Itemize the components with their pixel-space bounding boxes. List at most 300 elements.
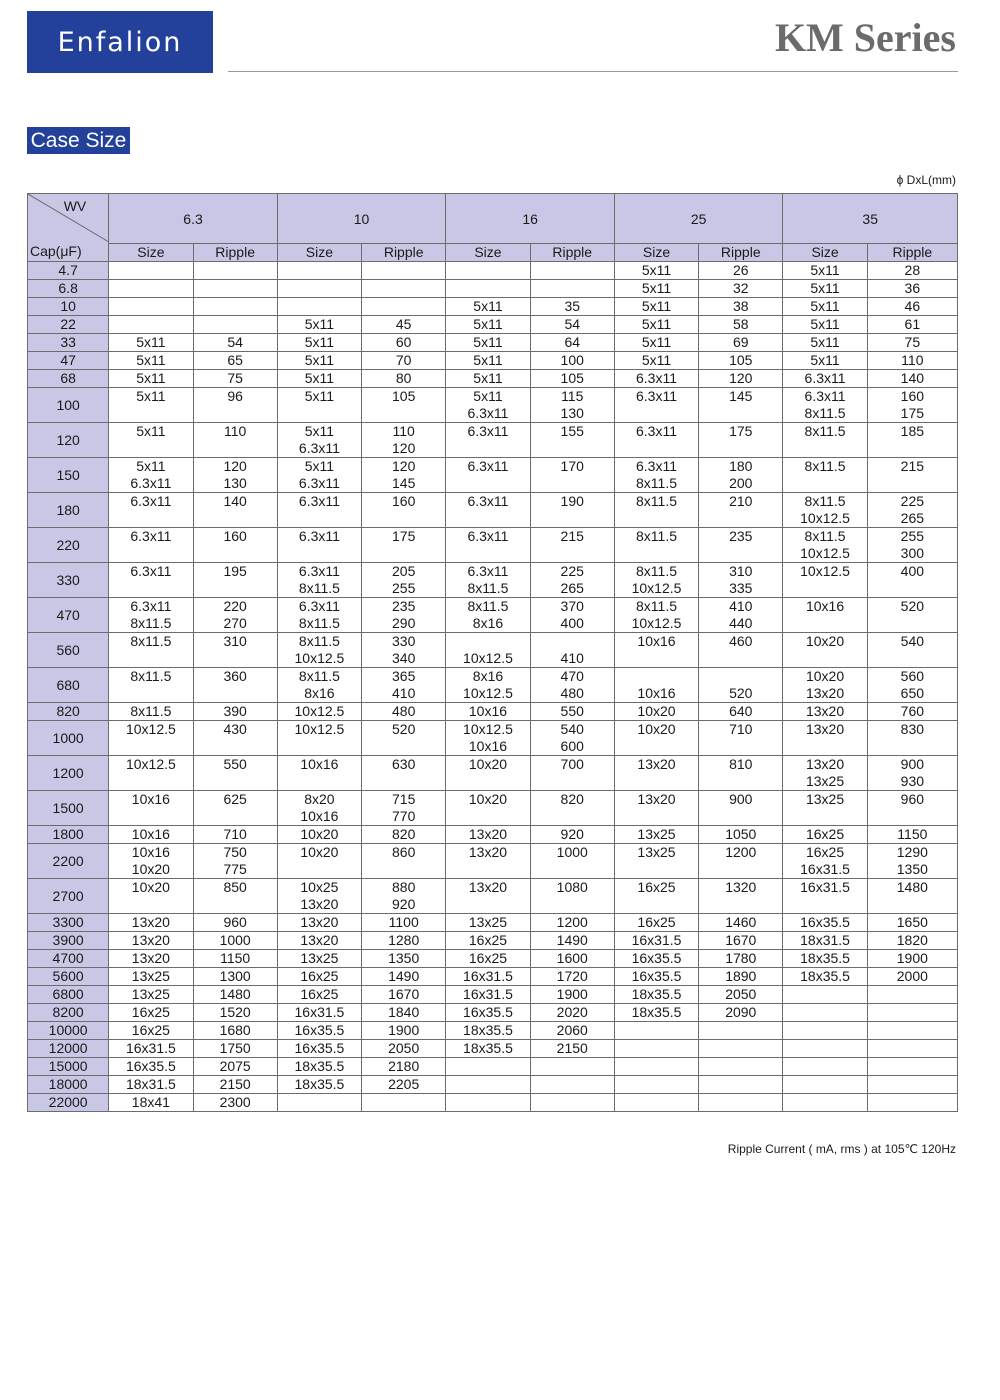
size-cell: 16x35.5	[783, 914, 867, 932]
ripple-cell	[867, 738, 957, 756]
size-cell: 5x11	[783, 334, 867, 352]
size-cell: 8x11.5	[277, 633, 361, 651]
size-cell	[614, 1058, 698, 1076]
size-cell: 16x35.5	[277, 1040, 361, 1058]
size-cell	[614, 650, 698, 668]
capacitance-cell: 1200	[28, 756, 109, 791]
ripple-cell: 1320	[699, 879, 783, 897]
size-cell	[614, 1022, 698, 1040]
size-cell: 8x11.5	[446, 598, 530, 616]
ripple-cell: 170	[530, 458, 614, 476]
ripple-cell: 360	[193, 668, 277, 686]
ripple-cell: 1280	[362, 932, 446, 950]
ripple-cell: 270	[193, 615, 277, 633]
ripple-cell: 110	[867, 352, 957, 370]
ripple-cell	[193, 316, 277, 334]
voltage-header: 25	[614, 194, 783, 244]
ripple-cell: 830	[867, 721, 957, 739]
ripple-cell: 140	[867, 370, 957, 388]
size-cell	[277, 861, 361, 879]
ripple-cell	[362, 510, 446, 528]
capacitance-cell: 4.7	[28, 262, 109, 280]
size-cell: 10x20	[109, 879, 193, 897]
ripple-cell: 900	[867, 756, 957, 774]
ripple-cell: 115	[530, 388, 614, 406]
ripple-cell: 960	[867, 791, 957, 809]
ripple-cell: 410	[362, 685, 446, 703]
ripple-cell: 2020	[530, 1004, 614, 1022]
size-cell	[446, 545, 530, 563]
table-row	[28, 510, 958, 528]
size-cell: 5x11	[277, 388, 361, 406]
ripple-cell: 1050	[699, 826, 783, 844]
size-cell: 10x12.5	[614, 580, 698, 598]
size-cell: 10x12.5	[277, 650, 361, 668]
ripple-cell	[362, 1094, 446, 1112]
size-cell: 10x20	[277, 826, 361, 844]
size-cell: 10x16	[109, 791, 193, 809]
size-cell: 13x25	[277, 950, 361, 968]
ripple-cell: 700	[530, 756, 614, 774]
table-row	[28, 458, 958, 476]
capacitance-cell: 6800	[28, 986, 109, 1004]
ripple-cell: 540	[867, 633, 957, 651]
size-cell: 10x12.5	[109, 721, 193, 739]
ripple-cell: 480	[362, 703, 446, 721]
ripple-cell	[699, 773, 783, 791]
size-cell: 6.3x11	[614, 388, 698, 406]
size-cell: 8x11.5	[614, 528, 698, 546]
size-cell	[277, 280, 361, 298]
size-cell: 10x25	[277, 879, 361, 897]
size-cell: 13x20	[783, 721, 867, 739]
ripple-cell: 190	[530, 493, 614, 511]
table-row	[28, 791, 958, 809]
size-cell: 10x16	[277, 756, 361, 774]
ripple-cell: 46	[867, 298, 957, 316]
size-cell: 5x11	[109, 423, 193, 441]
ripple-cell: 930	[867, 773, 957, 791]
ripple-cell: 340	[362, 650, 446, 668]
ripple-cell: 120	[699, 370, 783, 388]
ripple-cell: 715	[362, 791, 446, 809]
size-cell: 10x20	[277, 844, 361, 862]
ripple-cell	[699, 510, 783, 528]
ripple-cell: 775	[193, 861, 277, 879]
size-cell	[446, 861, 530, 879]
ripple-cell: 1000	[193, 932, 277, 950]
ripple-cell: 130	[193, 475, 277, 493]
capacitance-cell: 3900	[28, 932, 109, 950]
table-row	[28, 721, 958, 739]
ripple-cell: 410	[699, 598, 783, 616]
size-cell: 18x35.5	[446, 1040, 530, 1058]
capacitance-cell: 2700	[28, 879, 109, 914]
size-cell: 18x41	[109, 1094, 193, 1112]
size-cell	[109, 685, 193, 703]
size-cell: 10x12.5	[277, 721, 361, 739]
ripple-cell: 480	[530, 685, 614, 703]
ripple-cell	[362, 861, 446, 879]
ripple-cell: 36	[867, 280, 957, 298]
ripple-cell	[362, 298, 446, 316]
ripple-cell	[530, 440, 614, 458]
size-cell: 10x16	[614, 633, 698, 651]
size-cell: 18x31.5	[783, 932, 867, 950]
ripple-cell: 28	[867, 262, 957, 280]
table-row	[28, 668, 958, 686]
ripple-cell	[193, 545, 277, 563]
size-cell	[109, 316, 193, 334]
table-row	[28, 262, 958, 280]
size-cell: 13x25	[109, 986, 193, 1004]
size-cell: 13x20	[109, 932, 193, 950]
ripple-cell	[362, 545, 446, 563]
ripple-cell: 120	[362, 440, 446, 458]
table-row	[28, 861, 958, 879]
size-cell: 5x11	[109, 388, 193, 406]
ripple-header: Ripple	[699, 244, 783, 262]
ripple-cell: 265	[867, 510, 957, 528]
size-cell: 10x12.5	[109, 756, 193, 774]
table-row	[28, 1040, 958, 1058]
ripple-cell: 145	[699, 388, 783, 406]
size-cell: 16x35.5	[446, 1004, 530, 1022]
size-cell: 13x20	[783, 703, 867, 721]
table-corner-header	[28, 194, 109, 262]
table-row	[28, 773, 958, 791]
ripple-cell	[530, 773, 614, 791]
ripple-cell: 2180	[362, 1058, 446, 1076]
ripple-cell: 255	[362, 580, 446, 598]
size-cell: 13x20	[446, 879, 530, 897]
ripple-cell: 1720	[530, 968, 614, 986]
size-cell: 16x31.5	[783, 879, 867, 897]
size-cell	[614, 808, 698, 826]
capacitance-cell: 68	[28, 370, 109, 388]
ripple-cell: 1900	[362, 1022, 446, 1040]
size-cell: 5x11	[109, 458, 193, 476]
ripple-cell	[362, 405, 446, 423]
size-cell: 16x31.5	[446, 968, 530, 986]
size-cell: 8x11.5	[614, 493, 698, 511]
ripple-cell	[530, 896, 614, 914]
size-cell: 10x20	[446, 791, 530, 809]
ripple-cell: 35	[530, 298, 614, 316]
size-cell	[109, 440, 193, 458]
table-row	[28, 1094, 958, 1112]
size-cell: 8x11.5	[109, 703, 193, 721]
ripple-cell: 38	[699, 298, 783, 316]
size-cell	[446, 1058, 530, 1076]
ripple-cell: 550	[193, 756, 277, 774]
size-cell: 5x11	[614, 316, 698, 334]
size-cell: 10x12.5	[446, 685, 530, 703]
size-cell	[614, 1094, 698, 1112]
ripple-cell	[193, 650, 277, 668]
ripple-cell	[867, 650, 957, 668]
ripple-cell	[362, 738, 446, 756]
ripple-cell	[530, 280, 614, 298]
size-cell	[277, 262, 361, 280]
table-row	[28, 352, 958, 370]
ripple-cell: 400	[530, 615, 614, 633]
size-cell	[109, 650, 193, 668]
size-cell: 10x16	[446, 703, 530, 721]
ripple-cell	[193, 773, 277, 791]
ripple-cell: 1200	[530, 914, 614, 932]
size-cell	[783, 615, 867, 633]
ripple-cell: 560	[867, 668, 957, 686]
size-cell: 5x11	[446, 388, 530, 406]
table-row	[28, 528, 958, 546]
size-cell	[614, 1076, 698, 1094]
size-cell: 16x25	[109, 1022, 193, 1040]
size-cell	[446, 440, 530, 458]
size-cell: 13x20	[446, 844, 530, 862]
ripple-cell: 26	[699, 262, 783, 280]
capacitance-cell: 4700	[28, 950, 109, 968]
capacitance-cell: 180	[28, 493, 109, 528]
ripple-cell: 440	[699, 615, 783, 633]
ripple-cell	[193, 510, 277, 528]
ripple-cell: 54	[530, 316, 614, 334]
table-row	[28, 280, 958, 298]
ripple-cell	[699, 668, 783, 686]
ripple-cell	[867, 580, 957, 598]
capacitance-cell: 2200	[28, 844, 109, 879]
size-cell	[783, 1004, 867, 1022]
capacitance-cell: 330	[28, 563, 109, 598]
table-row	[28, 756, 958, 774]
size-cell: 5x11	[446, 352, 530, 370]
table-row	[28, 298, 958, 316]
size-cell: 8x11.5	[783, 493, 867, 511]
ripple-cell: 100	[530, 352, 614, 370]
ripple-cell: 175	[699, 423, 783, 441]
ripple-cell: 210	[699, 493, 783, 511]
ripple-cell: 820	[530, 791, 614, 809]
size-cell: 18x35.5	[446, 1022, 530, 1040]
ripple-cell	[867, 896, 957, 914]
ripple-cell: 1840	[362, 1004, 446, 1022]
ripple-cell: 760	[867, 703, 957, 721]
ripple-cell	[867, 475, 957, 493]
size-cell: 5x11	[783, 280, 867, 298]
size-cell: 10x12.5	[783, 545, 867, 563]
ripple-cell: 1000	[530, 844, 614, 862]
ripple-cell: 1680	[193, 1022, 277, 1040]
ripple-cell	[530, 262, 614, 280]
size-cell: 8x16	[446, 668, 530, 686]
size-cell: 5x11	[783, 316, 867, 334]
ripple-cell: 2000	[867, 968, 957, 986]
size-cell: 10x16	[783, 598, 867, 616]
size-cell: 8x11.5	[614, 563, 698, 581]
size-cell: 5x11	[277, 370, 361, 388]
ripple-cell	[867, 808, 957, 826]
size-cell: 10x12.5	[446, 650, 530, 668]
ripple-cell: 75	[867, 334, 957, 352]
size-cell: 10x12.5	[614, 615, 698, 633]
size-cell: 13x20	[783, 756, 867, 774]
size-cell	[446, 896, 530, 914]
ripple-cell	[867, 1058, 957, 1076]
ripple-cell: 430	[193, 721, 277, 739]
ripple-cell: 200	[699, 475, 783, 493]
ripple-cell: 2150	[193, 1076, 277, 1094]
ripple-cell: 370	[530, 598, 614, 616]
table-body	[28, 262, 958, 1112]
size-cell	[109, 545, 193, 563]
size-cell	[614, 861, 698, 879]
size-cell: 5x11	[614, 334, 698, 352]
size-cell: 16x25	[446, 932, 530, 950]
size-cell	[109, 298, 193, 316]
ripple-cell: 58	[699, 316, 783, 334]
size-cell	[109, 738, 193, 756]
table-row	[28, 493, 958, 511]
size-cell: 8x11.5	[109, 668, 193, 686]
ripple-cell: 920	[362, 896, 446, 914]
capacitance-cell: 560	[28, 633, 109, 668]
ripple-cell: 630	[362, 756, 446, 774]
table-row	[28, 738, 958, 756]
size-cell: 16x31.5	[277, 1004, 361, 1022]
ripple-cell	[530, 808, 614, 826]
section-title: Case Size	[27, 127, 130, 154]
ripple-cell: 520	[867, 598, 957, 616]
table-row	[28, 440, 958, 458]
ripple-cell: 1350	[867, 861, 957, 879]
size-cell	[783, 580, 867, 598]
size-header: Size	[109, 244, 193, 262]
size-cell: 5x11	[277, 423, 361, 441]
size-cell: 5x11	[446, 334, 530, 352]
ripple-cell: 820	[362, 826, 446, 844]
size-cell: 18x35.5	[783, 968, 867, 986]
ripple-cell: 120	[362, 458, 446, 476]
ripple-cell: 225	[867, 493, 957, 511]
size-cell: 16x25	[783, 826, 867, 844]
ripple-cell: 2300	[193, 1094, 277, 1112]
capacitance-cell: 120	[28, 423, 109, 458]
size-cell: 10x12.5	[783, 563, 867, 581]
size-cell	[446, 1094, 530, 1112]
size-cell	[446, 1076, 530, 1094]
ripple-cell: 195	[193, 563, 277, 581]
ripple-cell	[530, 861, 614, 879]
ripple-cell	[530, 510, 614, 528]
table-row	[28, 316, 958, 334]
table-row	[28, 650, 958, 668]
ripple-cell	[530, 475, 614, 493]
size-cell	[783, 650, 867, 668]
size-cell: 18x35.5	[614, 1004, 698, 1022]
size-cell: 13x20	[446, 826, 530, 844]
ripple-cell: 850	[193, 879, 277, 897]
size-cell: 10x12.5	[783, 510, 867, 528]
size-cell: 13x25	[783, 791, 867, 809]
ripple-cell: 60	[362, 334, 446, 352]
size-cell: 10x20	[109, 861, 193, 879]
size-cell: 6.3x11	[277, 598, 361, 616]
size-cell: 8x11.5	[277, 615, 361, 633]
ripple-cell: 1080	[530, 879, 614, 897]
ripple-cell: 69	[699, 334, 783, 352]
capacitance-cell: 150	[28, 458, 109, 493]
size-cell: 6.3x11	[277, 440, 361, 458]
table-row	[28, 826, 958, 844]
ripple-cell	[867, 1040, 957, 1058]
ripple-cell: 255	[867, 528, 957, 546]
ripple-cell: 410	[530, 650, 614, 668]
size-cell	[614, 545, 698, 563]
ripple-cell: 145	[362, 475, 446, 493]
size-cell: 8x11.5	[783, 458, 867, 476]
ripple-cell: 215	[530, 528, 614, 546]
size-cell: 6.3x11	[446, 493, 530, 511]
size-cell: 16x35.5	[614, 968, 698, 986]
ripple-cell: 290	[362, 615, 446, 633]
size-cell: 13x20	[783, 685, 867, 703]
ripple-cell: 110	[193, 423, 277, 441]
ripple-cell	[530, 1058, 614, 1076]
ripple-cell: 130	[530, 405, 614, 423]
ripple-cell: 540	[530, 721, 614, 739]
capacitance-cell: 33	[28, 334, 109, 352]
size-header: Size	[614, 244, 698, 262]
table-row	[28, 334, 958, 352]
size-cell: 16x25	[109, 1004, 193, 1022]
size-cell: 16x25	[446, 950, 530, 968]
size-cell	[109, 262, 193, 280]
size-cell	[783, 896, 867, 914]
size-cell	[109, 896, 193, 914]
size-cell: 16x25	[614, 914, 698, 932]
ripple-cell	[867, 1094, 957, 1112]
table-row	[28, 388, 958, 406]
ripple-cell: 1750	[193, 1040, 277, 1058]
ripple-cell	[193, 685, 277, 703]
size-cell	[446, 773, 530, 791]
ripple-cell: 220	[193, 598, 277, 616]
ripple-cell	[362, 280, 446, 298]
size-cell: 8x11.5	[277, 580, 361, 598]
size-cell: 18x35.5	[277, 1058, 361, 1076]
ripple-cell	[699, 1040, 783, 1058]
size-cell: 6.3x11	[446, 405, 530, 423]
ripple-cell: 2075	[193, 1058, 277, 1076]
ripple-cell: 1890	[699, 968, 783, 986]
ripple-cell	[699, 861, 783, 879]
capacitance-cell: 22	[28, 316, 109, 334]
capacitance-cell: 100	[28, 388, 109, 423]
size-cell: 5x11	[109, 352, 193, 370]
table-row	[28, 1058, 958, 1076]
ripple-cell: 120	[193, 458, 277, 476]
ripple-cell: 265	[530, 580, 614, 598]
size-cell	[614, 896, 698, 914]
ripple-cell: 1670	[362, 986, 446, 1004]
capacitance-cell: 10000	[28, 1022, 109, 1040]
voltage-header: 35	[783, 194, 958, 244]
ripple-cell: 520	[362, 721, 446, 739]
ripple-cell: 520	[699, 685, 783, 703]
ripple-cell: 1520	[193, 1004, 277, 1022]
ripple-cell: 390	[193, 703, 277, 721]
ripple-cell: 300	[867, 545, 957, 563]
